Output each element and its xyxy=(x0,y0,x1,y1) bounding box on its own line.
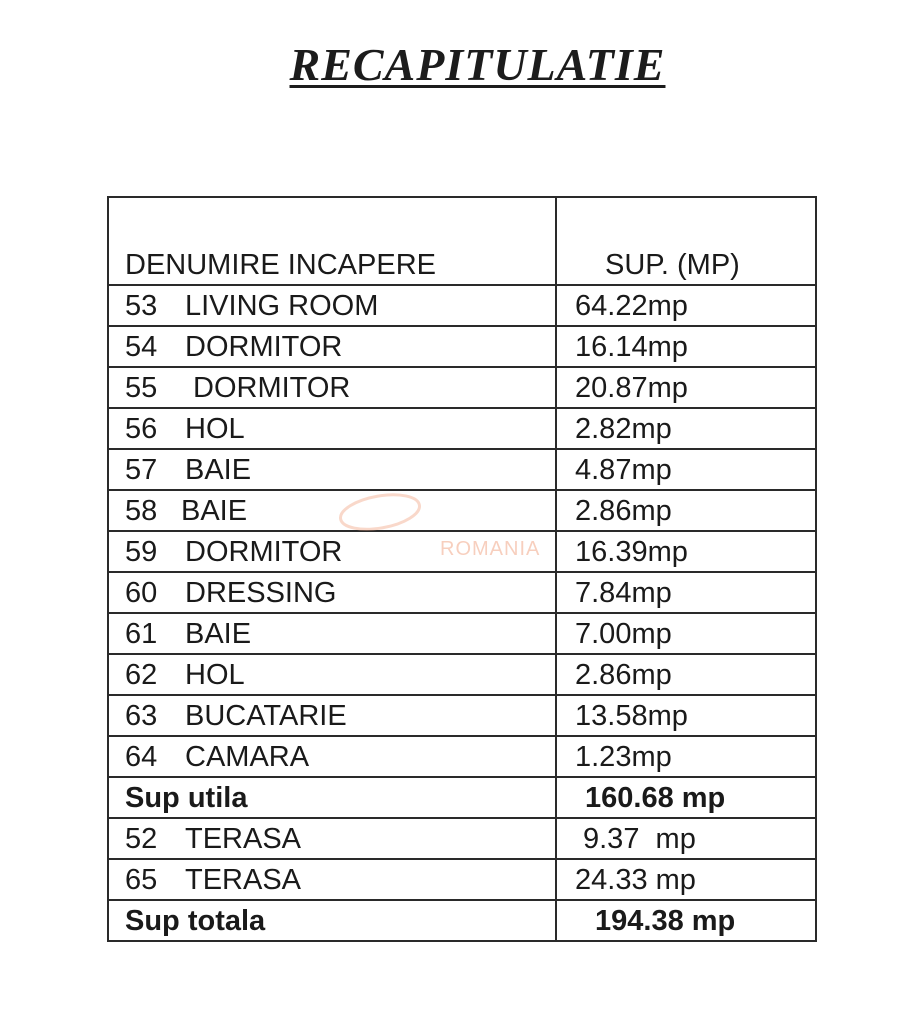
room-name: DRESSING xyxy=(185,577,337,609)
room-number: 57 xyxy=(125,454,158,486)
room-area: 9.37 mp xyxy=(556,818,816,859)
room-number: 64 xyxy=(125,741,158,773)
room-area: 7.84mp xyxy=(556,572,816,613)
room-name: TERASA xyxy=(185,864,302,896)
table-row xyxy=(108,736,816,777)
room-area: 2.86mp xyxy=(556,654,816,695)
header-area: SUP. (MP) xyxy=(556,197,816,285)
room-area-table xyxy=(107,196,817,942)
table-row xyxy=(108,408,816,449)
room-number: 56 xyxy=(125,413,158,445)
room-name: TERASA xyxy=(185,823,302,855)
room-area: 13.58mp xyxy=(556,695,816,736)
room-area: 2.86mp xyxy=(556,490,816,531)
table-row xyxy=(108,818,816,859)
watermark-text: ROMANIA xyxy=(440,538,541,560)
room-number: 63 xyxy=(125,700,158,732)
room-number: 55 xyxy=(125,372,158,404)
room-area: 16.39mp xyxy=(556,531,816,572)
room-area: 7.00mp xyxy=(556,613,816,654)
room-name: DORMITOR xyxy=(185,331,343,363)
room-number: 65 xyxy=(125,864,158,896)
room-number: 61 xyxy=(125,618,158,650)
page-title: RECAPITULATIE xyxy=(289,39,666,90)
table-row xyxy=(108,285,816,326)
room-name: CAMARA xyxy=(185,741,310,773)
room-name: BUCATARIE xyxy=(185,700,347,732)
room-name: BAIE xyxy=(185,618,252,650)
room-number: 53 xyxy=(125,290,158,322)
room-number: 62 xyxy=(125,659,158,691)
room-name: HOL xyxy=(185,413,245,445)
room-area: 2.82mp xyxy=(556,408,816,449)
room-area: 20.87mp xyxy=(556,367,816,408)
table-row xyxy=(108,490,816,531)
table-row xyxy=(108,859,816,900)
room-name: BAIE xyxy=(185,454,252,486)
room-area: 24.33 mp xyxy=(556,859,816,900)
subtotal-label: Sup utila xyxy=(108,777,556,818)
summary-table-container xyxy=(107,196,815,942)
room-area: 64.22mp xyxy=(556,285,816,326)
table-row xyxy=(108,695,816,736)
room-name: DORMITOR xyxy=(193,372,351,404)
subtotal-row xyxy=(108,777,816,818)
room-area: 1.23mp xyxy=(556,736,816,777)
table-header-row xyxy=(108,197,816,285)
table-row xyxy=(108,572,816,613)
table-row xyxy=(108,449,816,490)
total-area: 194.38 mp xyxy=(556,900,816,941)
table-row xyxy=(108,367,816,408)
room-name: BAIE xyxy=(181,495,248,527)
room-number: 54 xyxy=(125,331,158,363)
total-row xyxy=(108,900,816,941)
room-name: DORMITOR xyxy=(185,536,343,568)
room-area: 16.14mp xyxy=(556,326,816,367)
table-row xyxy=(108,326,816,367)
room-number: 60 xyxy=(125,577,158,609)
table-row xyxy=(108,613,816,654)
room-number: 58 xyxy=(125,495,158,527)
room-name: HOL xyxy=(185,659,245,691)
table-row xyxy=(108,531,816,572)
room-number: 59 xyxy=(125,536,158,568)
room-name: LIVING ROOM xyxy=(185,290,379,322)
table-row xyxy=(108,654,816,695)
room-number: 52 xyxy=(125,823,158,855)
room-area: 4.87mp xyxy=(556,449,816,490)
header-room-name: DENUMIRE INCAPERE xyxy=(108,197,556,285)
subtotal-area: 160.68 mp xyxy=(556,777,816,818)
total-label: Sup totala xyxy=(108,900,556,941)
